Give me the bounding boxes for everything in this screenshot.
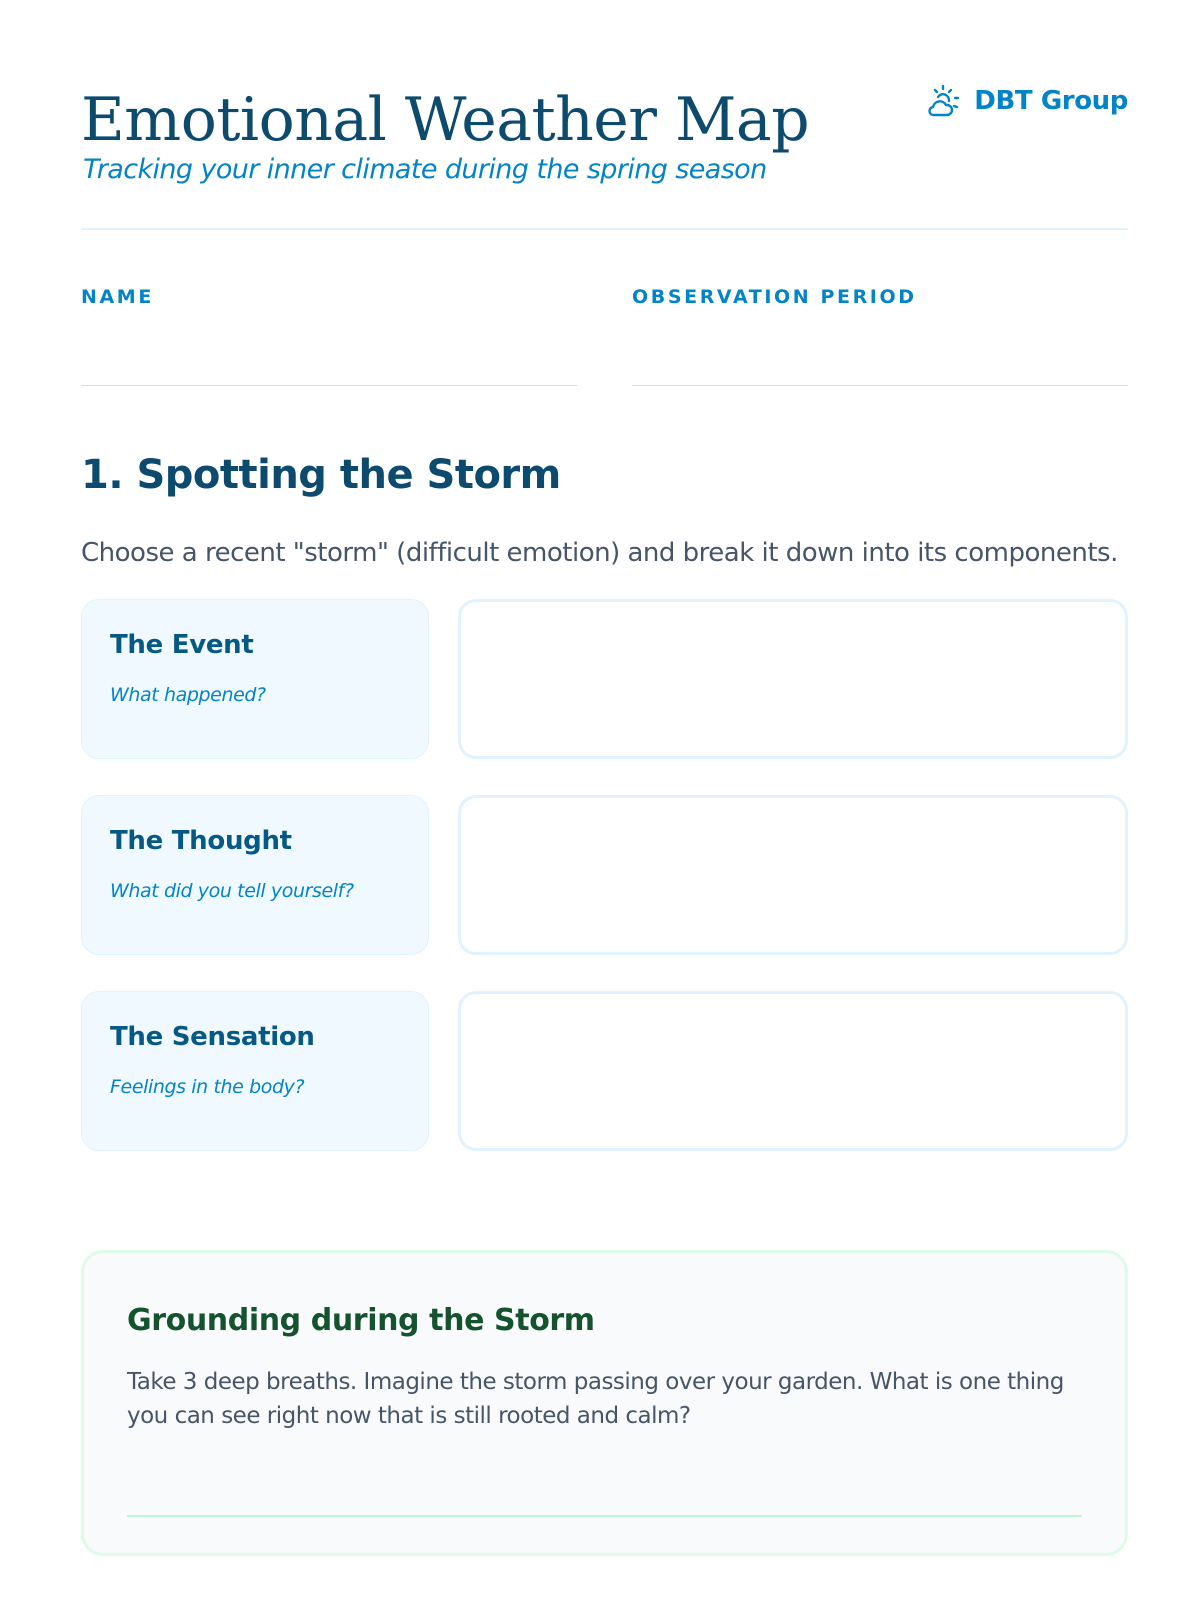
brand-label: DBT Group [974, 86, 1128, 116]
section-description: Choose a recent "storm" (difficult emotion) and break it down into its components. [81, 538, 1118, 568]
prompt-label: The Event [110, 630, 254, 660]
prompt-row-event [81, 599, 1128, 759]
observation-period-label: OBSERVATION PERIOD [632, 286, 917, 308]
event-answer-box[interactable] [458, 599, 1128, 759]
prompt-label: The Thought [110, 826, 292, 856]
brand-badge [926, 84, 1128, 118]
prompt-hint: Feelings in the body? [110, 1076, 305, 1098]
grounding-title: Grounding during the Storm [127, 1303, 595, 1338]
worksheet-header [81, 84, 1128, 230]
name-label: NAME [81, 286, 154, 308]
thought-answer-box[interactable] [458, 795, 1128, 955]
page-title: Emotional Weather Map [81, 85, 810, 155]
prompt-hint: What did you tell yourself? [110, 880, 354, 902]
sensation-answer-box[interactable] [458, 991, 1128, 1151]
prompt-card [81, 991, 429, 1151]
observation-period-field[interactable] [632, 286, 1128, 386]
info-fields [81, 286, 1128, 386]
sun-behind-cloud-icon [926, 84, 960, 118]
section-title: 1. Spotting the Storm [81, 452, 561, 498]
grounding-instructions: Take 3 deep breaths. Imagine the storm passing over your garden. What is one thing you can see right now that is still rooted and calm? [127, 1369, 1064, 1429]
page-subtitle: Tracking your inner climate during the spring season [83, 154, 767, 185]
prompt-label: The Sensation [110, 1022, 315, 1052]
grounding-answer-line[interactable] [127, 1515, 1082, 1517]
prompt-hint: What happened? [110, 684, 266, 706]
prompt-row-thought [81, 795, 1128, 955]
prompt-row-sensation [81, 991, 1128, 1151]
prompt-card [81, 599, 429, 759]
prompt-card [81, 795, 429, 955]
name-field[interactable] [81, 286, 577, 386]
grounding-panel [81, 1250, 1128, 1556]
